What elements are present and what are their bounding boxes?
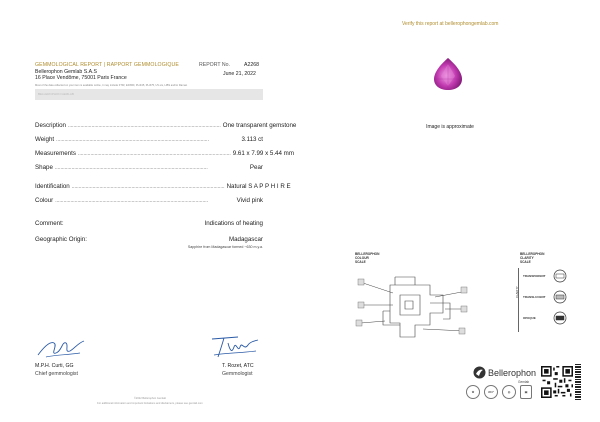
leader-dots: .............................................................................................................. — [56, 137, 209, 143]
signatory-name: T. Rozet, ATC — [222, 363, 254, 369]
comment-label: Comment: — [35, 220, 64, 227]
report-number: A2268 — [244, 62, 260, 68]
colour-scale-title — [355, 252, 379, 264]
report-date: June 21, 2022 — [223, 71, 256, 77]
origin-label: Geographic Origin: — [35, 236, 87, 243]
scale-title-line: CLARITY — [520, 256, 534, 260]
watermark-strip — [35, 89, 263, 100]
report-number-label: REPORT No. — [199, 62, 230, 68]
origin-note: Sapphire from Madagascar formed ~630 m.y.a. — [187, 245, 263, 249]
field-identification — [35, 183, 291, 192]
image-caption: Image is approximate — [426, 124, 474, 130]
qr-code-icon[interactable] — [541, 366, 573, 398]
scale-title-line: SCALE — [520, 260, 531, 264]
signature-rozet — [210, 333, 260, 361]
clarity-item: OPAQUE — [523, 316, 536, 320]
footer-copyright: ©2022 Bellerophon Gemlab — [133, 397, 167, 400]
lotus-icon: ✿ — [466, 385, 480, 399]
field-shape — [35, 164, 263, 173]
lab-name: Bellerophon Gemlab S.A.S — [35, 69, 97, 75]
colour-scale-diagram — [355, 265, 470, 355]
leader-dots: .............................................................................................................. — [55, 198, 209, 204]
signatory-role: Chief gemmologist — [35, 371, 78, 377]
globe-icon: ◍ — [502, 385, 516, 399]
leader-dots: .............................................................................................................. — [67, 123, 221, 129]
field-weight — [35, 136, 263, 145]
field-value: Pear — [249, 164, 263, 171]
gem-image — [430, 56, 466, 92]
field-value: Vivid pink — [236, 197, 263, 204]
report-title: GEMMOLOGICAL REPORT | RAPPORT GEMMOLOGIQUE — [35, 62, 179, 68]
clarity-scale — [514, 268, 568, 332]
badge-360-label: 360° — [487, 390, 495, 394]
field-value: 9.61 x 7.99 x 5.44 mm — [232, 150, 294, 157]
clarity-scale-title — [520, 252, 544, 264]
watermark-strip-text: BELLEROPHON GEMLAB — [38, 92, 74, 96]
lab-address: 16 Place Vendôme, 75001 Paris France — [35, 75, 127, 81]
origin-row — [35, 236, 263, 243]
field-label: Colour — [35, 197, 54, 204]
signature-curti — [36, 333, 86, 361]
footer-disclaimer: For additional information and important limitations and disclaimers, please see gemlab.com — [97, 402, 203, 405]
brand-name: Bellerophon — [488, 368, 537, 378]
signatory-name: M.P.H. Curti, GG — [35, 363, 74, 369]
field-colour — [35, 197, 263, 206]
field-label: Description — [35, 122, 66, 129]
field-value: One transparent gemstone — [222, 122, 297, 129]
verify-link[interactable]: Verify this report at bellerophongemlab.com — [402, 21, 499, 27]
clarity-side-label: CLARITY — [514, 286, 519, 298]
fine-print: Most of the data collected on your item is available online, it may include FTIR, EDXRF, PL/Z45, PL/Z75, UV-vis, LIBS and/or Raman — [35, 84, 188, 87]
comment-row — [35, 220, 263, 227]
scale-title-line: BELLEROPHON — [355, 252, 380, 256]
leader-dots: .............................................................................................................. — [54, 165, 208, 171]
brand-sub: Gemlab — [518, 380, 530, 384]
scale-title-line: BELLEROPHON — [520, 252, 545, 256]
side-barcode — [575, 364, 581, 400]
clarity-item: TRANSPARENT — [523, 274, 546, 278]
origin-value: Madagascar — [228, 236, 263, 243]
field-label: Measurements — [35, 150, 76, 157]
field-value: 3.113 ct — [241, 136, 263, 143]
scale-title-line: COLOUR — [355, 256, 369, 260]
field-value: Natural S A P P H I R E — [226, 183, 291, 190]
clarity-icons — [553, 269, 567, 331]
field-label: Shape — [35, 164, 53, 171]
lock-icon: ▣ — [520, 385, 532, 399]
scale-title-line: SCALE — [355, 260, 366, 264]
field-description — [35, 122, 297, 131]
signatory-role: Gemmologist — [222, 371, 253, 377]
field-label: Identification — [35, 183, 70, 190]
badge-360 — [484, 385, 498, 399]
field-label: Weight — [35, 136, 55, 143]
brand-logo-icon — [473, 366, 486, 379]
comment-value: Indications of heating — [204, 220, 263, 227]
leader-dots: .............................................................................................................. — [77, 151, 231, 157]
clarity-item: TRANSLUCENT — [523, 295, 546, 299]
field-measurements — [35, 150, 294, 159]
leader-dots: .............................................................................................................. — [71, 184, 225, 190]
